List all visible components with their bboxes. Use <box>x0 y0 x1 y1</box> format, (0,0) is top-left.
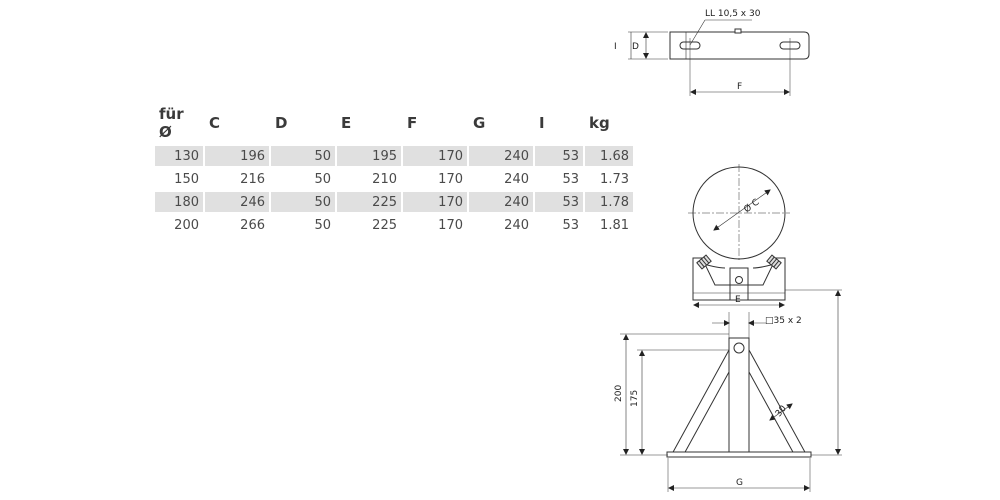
table-cell: 180 <box>155 192 203 212</box>
header-diameter: für Ø <box>159 105 184 141</box>
table-cell: 240 <box>504 171 529 187</box>
table-cell: 216 <box>240 171 265 187</box>
table-cell: 246 <box>205 192 269 212</box>
table-cell: 225 <box>372 217 397 233</box>
header-d: D <box>275 114 288 132</box>
table-cell: 210 <box>372 171 397 187</box>
table-cell: 50 <box>271 192 335 212</box>
table-cell: 130 <box>155 146 203 166</box>
stand-view <box>620 291 842 492</box>
table-cell: 1.81 <box>600 217 629 233</box>
table-cell: 53 <box>535 146 583 166</box>
table-cell: 266 <box>240 217 265 233</box>
table-cell: 240 <box>469 192 533 212</box>
dim-c-label: Ø C <box>742 197 762 216</box>
top-view <box>628 20 809 96</box>
stand-tube <box>729 338 749 454</box>
table-cell: 225 <box>337 192 401 212</box>
table-cell: 170 <box>403 192 467 212</box>
dim-175-label: 175 <box>630 389 640 407</box>
dim-f-label: F <box>737 82 743 92</box>
table-cell: 50 <box>271 146 335 166</box>
stand-foot-plate <box>667 452 811 457</box>
dim-g-label: G <box>736 478 743 488</box>
stand-bolt <box>734 343 744 353</box>
stand-strut-left <box>672 350 729 454</box>
header-g: G <box>473 114 486 132</box>
table-cell: 53 <box>535 192 583 212</box>
front-view <box>688 164 842 305</box>
table-cell: 1.68 <box>585 146 633 166</box>
tube-size-label: □35 x 2 <box>765 316 802 326</box>
dim-30-label: 30 <box>773 403 789 420</box>
table-cell: 240 <box>504 217 529 233</box>
dim-d-label: D <box>632 42 639 52</box>
header-kg: kg <box>589 114 610 132</box>
header-i: I <box>539 114 545 132</box>
dim-e-label: E <box>735 295 741 305</box>
screw-right-icon <box>767 255 781 269</box>
table-cell: 200 <box>174 217 199 233</box>
table-cell: 170 <box>438 217 463 233</box>
table-cell: 195 <box>337 146 401 166</box>
center-bolt-hole <box>736 277 743 284</box>
slot-label: LL 10,5 x 30 <box>705 9 761 19</box>
dim-200-label: 200 <box>614 384 624 402</box>
table-cell: 240 <box>469 146 533 166</box>
table-cell: 50 <box>314 217 331 233</box>
table-cell: 50 <box>314 171 331 187</box>
header-e: E <box>341 114 352 132</box>
table-cell: 53 <box>562 217 579 233</box>
table-cell: 150 <box>174 171 199 187</box>
table-cell: 53 <box>562 171 579 187</box>
table-cell: 196 <box>205 146 269 166</box>
stand-strut-right <box>749 350 806 454</box>
diameter-dim-line <box>714 190 770 230</box>
header-f: F <box>407 114 418 132</box>
table-cell: 170 <box>403 146 467 166</box>
dim-i-label: I <box>614 42 617 52</box>
table-cell: 1.78 <box>585 192 633 212</box>
header-c: C <box>209 114 221 132</box>
center-nut-top <box>735 29 741 33</box>
table-cell: 170 <box>438 171 463 187</box>
screw-left-icon <box>697 255 711 269</box>
table-cell: 1.73 <box>600 171 629 187</box>
bracket-plate-outline <box>670 32 809 59</box>
